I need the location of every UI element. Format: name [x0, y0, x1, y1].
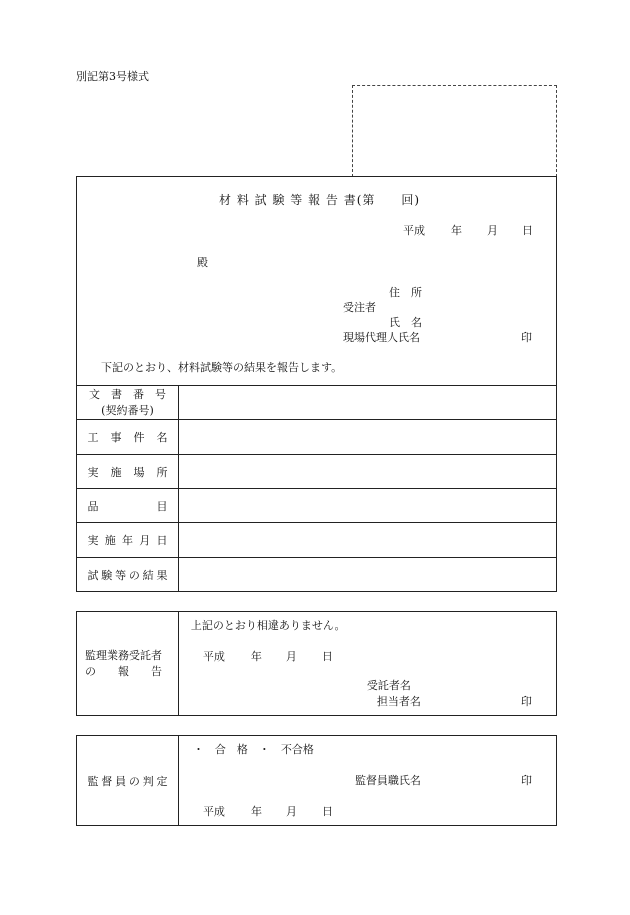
report-date-month: 月 — [487, 224, 498, 237]
project-name-field[interactable] — [178, 420, 556, 455]
report-statement: 下記のとおり、材料試験等の結果を報告します。 — [101, 361, 343, 374]
implementation-date-field[interactable] — [178, 523, 556, 558]
judgment-date-year: 年 — [250, 805, 262, 818]
document-number-field[interactable] — [178, 386, 556, 420]
table-row — [77, 523, 557, 558]
test-results-field[interactable] — [178, 558, 556, 592]
report-title: 材 料 試 験 等 報 告 書(第 回) — [219, 193, 421, 207]
supervision-date-year: 年 — [250, 650, 262, 663]
report-header-box — [76, 176, 557, 386]
pass-fail-options[interactable]: ・ 合 格 ・ 不合格 — [192, 743, 314, 756]
address-label: 住 所 — [389, 286, 422, 299]
document-number-label: 文 書 番 号 (契約番号) — [77, 386, 179, 420]
test-results-label: 試験等の結果 — [77, 558, 179, 592]
supervision-contractor-label: 監理業務受託者 の 報 告 — [77, 612, 179, 716]
supervisor-judgment-field[interactable] — [178, 736, 556, 826]
report-date-era: 平成 — [403, 224, 425, 237]
contractor-label: 受注者 — [343, 301, 376, 314]
report-date-year: 年 — [451, 224, 462, 237]
table-row — [77, 455, 557, 489]
person-in-charge-label: 担当者名 — [376, 695, 421, 708]
supervision-seal-mark: 印 — [520, 695, 532, 708]
location-field[interactable] — [178, 455, 556, 489]
name-label: 氏 名 — [389, 316, 422, 329]
supervision-report-field[interactable] — [178, 612, 556, 716]
recipient-honorific: 殿 — [197, 256, 208, 269]
contractor-name-label: 受託者名 — [366, 679, 411, 692]
location-label: 実 施 場 所 — [77, 455, 179, 489]
supervision-report-table — [76, 611, 557, 716]
table-row — [77, 612, 557, 716]
judgment-date-day: 日 — [321, 805, 333, 818]
site-agent-name-label: 現場代理人氏名 — [343, 331, 420, 344]
report-date-day: 日 — [522, 224, 533, 237]
supervision-date-month: 月 — [285, 650, 297, 663]
table-row — [77, 420, 557, 455]
item-field[interactable] — [178, 489, 556, 523]
table-row — [77, 489, 557, 523]
supervisor-judgment-label: 監督員の判定 — [77, 736, 179, 826]
contract-number-sublabel: (契約番号) — [101, 403, 154, 417]
table-row — [77, 386, 557, 420]
receipt-stamp-area — [352, 85, 557, 177]
judgment-seal-mark: 印 — [520, 774, 532, 787]
seal-mark: 印 — [521, 331, 532, 344]
form-number-label: 別記第3号様式 — [76, 70, 149, 83]
supervisor-judgment-table — [76, 735, 557, 826]
report-fields-table — [76, 385, 557, 592]
supervision-statement: 上記のとおり相違ありません。 — [190, 619, 346, 632]
table-row — [77, 558, 557, 592]
item-label: 品 目 — [77, 489, 179, 523]
supervision-date-day: 日 — [321, 650, 333, 663]
project-name-label: 工 事 件 名 — [77, 420, 179, 455]
supervision-date-era: 平成 — [202, 650, 225, 663]
table-row — [77, 736, 557, 826]
judgment-date-era: 平成 — [202, 805, 225, 818]
implementation-date-label: 実 施 年 月 日 — [77, 523, 179, 558]
supervisor-official-name-label: 監督員職氏名 — [354, 774, 421, 787]
judgment-date-month: 月 — [285, 805, 297, 818]
